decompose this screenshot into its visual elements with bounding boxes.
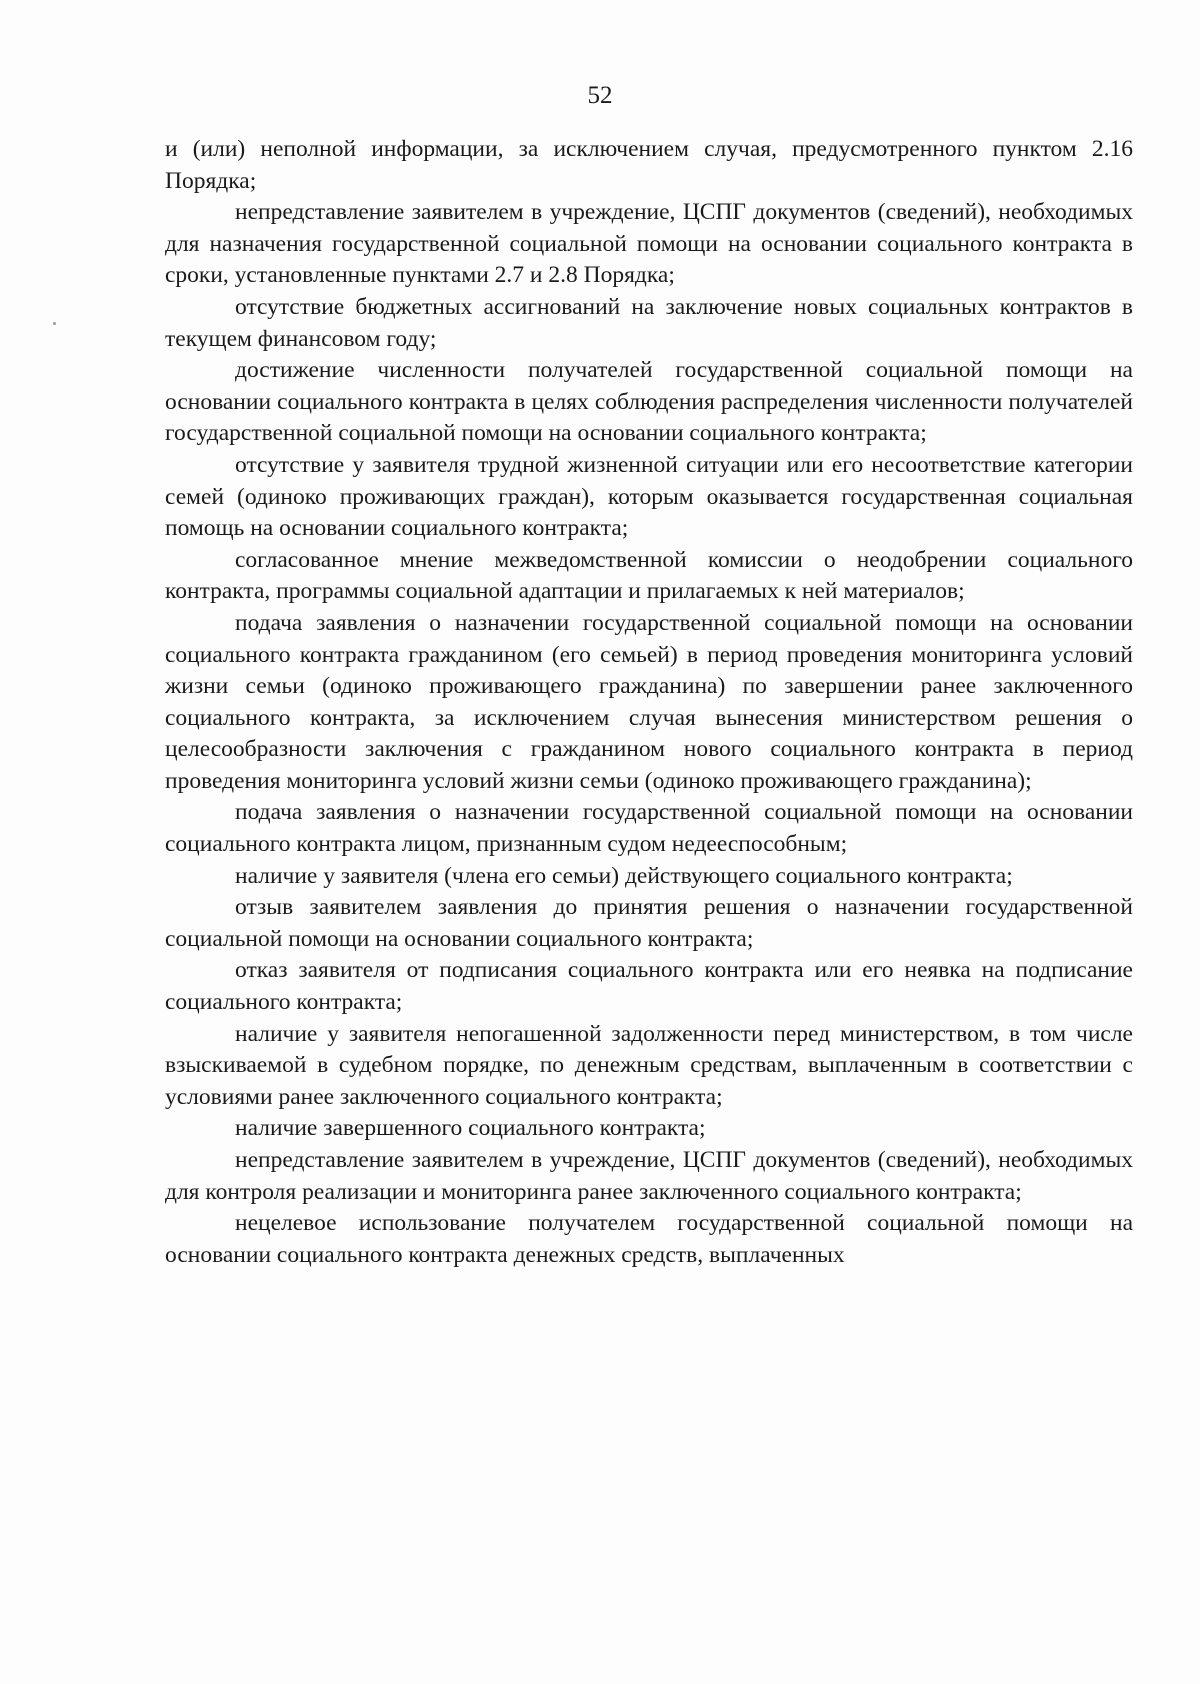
paragraph: отказ заявителя от подписания социального контракта или его неявка на подписание социального контракта;	[165, 957, 1133, 1016]
document-body	[165, 134, 1133, 1271]
paragraph: отзыв заявителем заявления до принятия решения о назначении государственной социальной помощи на основании социального контракта;	[165, 894, 1133, 952]
paragraph: нецелевое использование получателем государственной социальной помощи на основании социального контракта денежных средств, выплаченных	[165, 1210, 1133, 1268]
scan-speck	[53, 322, 56, 325]
paragraph: наличие у заявителя (члена его семьи) действующего социального контракта;	[235, 862, 1013, 889]
paragraph: непредставление заявителем в учреждение, ЦСПГ документов (сведений), необходимых для назначения государственной социальной помощи на основании социального контракта в сроки, установленные пунктами 2.7 и 2.8 Порядка;	[165, 199, 1133, 289]
paragraph: подача заявления о назначении государственной социальной помощи на основании социального контракта лицом, признанным судом недееспособным;	[165, 799, 1133, 858]
paragraph: наличие завершенного социального контракта;	[235, 1115, 706, 1142]
page-number: 52	[587, 82, 613, 109]
paragraph: отсутствие у заявителя трудной жизненной ситуации или его несоответствие категории семей (одиноко проживающих граждан), которым оказывается государственная социальная помощь на основании социального контракта;	[165, 451, 1133, 542]
paragraph: подача заявления о назначении государственной социальной помощи на основании социального контракта гражданином (его семьей) в период проведения мониторинга условий жизни семьи (одиноко проживающего гражданина) по завершении ранее заключенного социального контракта, за исключением случая вынесения министерством решения о целесообразности заключения с гражданином нового социального контракта в период проведения мониторинга условий жизни семьи (одиноко проживающего гражданина);	[165, 609, 1133, 794]
paragraph: непредставление заявителем в учреждение, ЦСПГ документов (сведений), необходимых для контроля реализации и мониторинга ранее заключенного социального контракта;	[165, 1147, 1133, 1205]
paragraph: согласованное мнение межведомственной комиссии о неодобрении социального контракта, программы социальной адаптации и прилагаемых к ней материалов;	[165, 546, 1133, 605]
paragraph: отсутствие бюджетных ассигнований на заключение новых социальных контрактов в текущем финансовом году;	[165, 293, 1133, 352]
paragraph: достижение численности получателей государственной социальной помощи на основании социального контракта в целях соблюдения распределения численности получателей государственной социальной помощи на основании социального контракта;	[165, 357, 1133, 447]
paragraph-continuation: и (или) неполной информации, за исключением случая, предусмотренного пунктом 2.16 Порядка;	[165, 136, 1133, 194]
paragraph: наличие у заявителя непогашенной задолженности перед министерством, в том числе взыскиваемой в судебном порядке, по денежным средствам, выплаченным в соответствии с условиями ранее заключенного социального контракта;	[165, 1020, 1133, 1110]
